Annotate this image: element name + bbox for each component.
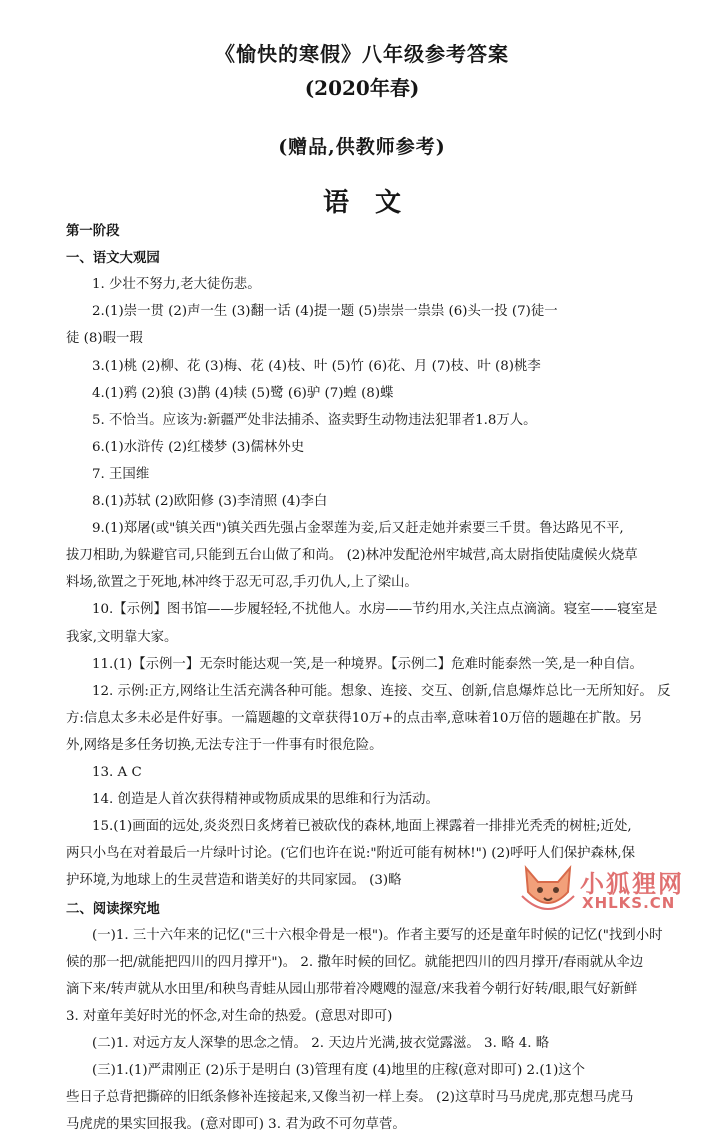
document-title: 《愉快的寒假》八年级参考答案	[215, 42, 509, 66]
answer-line: 8.(1)苏轼 (2)欧阳修 (3)李清照 (4)李白	[92, 494, 328, 509]
answer-line: (一)1. 三十六年来的记忆("三十六根伞骨是一根")。作者主要写的还是童年时候的记忆("找到小时	[92, 927, 663, 943]
answer-line: 6.(1)水浒传 (2)红楼梦 (3)儒林外史	[92, 439, 305, 455]
answer-line: 料场,欲置之于死地,林冲终于忍无可忍,手刃仇人,上了梁山。	[66, 575, 418, 591]
answer-line: 候的那一把/就能把四川的四月撑开")。 2. 撒年时候的回忆。就能把四川的四月撑开/春雨就从伞边	[66, 954, 644, 970]
watermark-en: XHLKS.CN	[582, 894, 676, 912]
answer-line: 徒 (8)暇一瑕	[66, 331, 143, 347]
answer-line: (三)1.(1)严肃刚正 (2)乐于是明白 (3)管理有度 (4)地里的庄稼(意对即可) 2.(1)这个	[92, 1063, 586, 1079]
answer-line: 外,网络是多任务切换,无法专注于一件事有时很危险。	[66, 737, 383, 753]
answer-line: 12. 示例:正方,网络让生活充满各种可能。想象、连接、交互、创新,信息爆炸总比一无所知好。 反	[92, 683, 671, 699]
answer-line: 3.(1)桃 (2)柳、花 (3)梅、花 (4)枝、叶 (5)竹 (6)花、月 (7)枝、叶 (8)桃李	[92, 358, 541, 374]
answer-line: 15.(1)画面的远处,炎炎烈日炙烤着已被砍伐的森林,地面上裸露着一排排光秃秃的树桩;近处,	[92, 819, 632, 835]
answer-line: 1. 少壮不努力,老大徒伤悲。	[92, 277, 261, 293]
document-year: (2020年春)	[304, 76, 420, 100]
fox-logo-icon	[518, 862, 578, 914]
answer-line: 滴下来/转声就从水田里/和秧鸟青蛙从园山那带着冷飕飕的湿意/来我着今朝行好转/眼,眼气好新鲜	[66, 981, 638, 997]
section-heading: 二、阅读探究地	[66, 900, 160, 917]
answer-line: 9.(1)郑屠(或"镇关西")镇关西先强占金翠莲为妾,后又赶走她并索要三千贯。鲁达路见不平,	[92, 521, 624, 537]
answer-line: 护环境,为地球上的生灵营造和谐美好的共同家园。 (3)略	[66, 873, 402, 889]
answer-line: (二)1. 对远方友人深挚的思念之情。 2. 天边片光满,披衣觉露滋。 3. 略 4. 略	[92, 1036, 550, 1051]
answer-line: 马虎虎的果实回报我。(意对即可) 3. 君为政不可勿草菅。	[66, 1117, 406, 1133]
answer-line: 7. 王国维	[92, 466, 150, 482]
answer-line: 10.【示例】图书馆——步履轻轻,不扰他人。水房——节约用水,关注点点滴滴。寝室——寝室是	[92, 602, 658, 618]
section-heading: 第一阶段	[66, 223, 120, 239]
answer-line: 些日子总背把撕碎的旧纸条修补连接起来,又像当初一样上奏。 (2)这草时马马虎虎,那克想马虎马	[66, 1090, 634, 1106]
answer-line: 5. 不恰当。应该为:新疆严处非法捕杀、盗卖野生动物违法犯罪者1.8万人。	[92, 412, 537, 428]
answer-line: 我家,文明靠大家。	[66, 629, 178, 645]
section-heading: 一、语文大观园	[66, 250, 160, 267]
answer-line: 4.(1)鸦 (2)狼 (3)鹊 (4)犊 (5)鹭 (6)驴 (7)蝗 (8)蝶	[92, 385, 394, 401]
answer-line: 11.(1)【示例一】无奈时能达观一笑,是一种境界。【示例二】危难时能泰然一笑,是一种自信。	[92, 656, 643, 672]
answer-line: 拔刀相助,为躲避官司,只能到五台山做了和尚。 (2)林冲发配沧州牢城营,高太尉指使陆虞候火烧草	[66, 548, 638, 564]
gift-note: (赠品,供教师参考)	[278, 136, 446, 158]
site-watermark	[518, 854, 718, 918]
answer-line: 13. A C	[92, 765, 142, 780]
answer-line: 方:信息太多未必是件好事。一篇题趣的文章获得10万+的点击率,意味着10万倍的题趣在扩散。另	[66, 710, 643, 726]
answer-line: 3. 对童年美好时光的怀念,对生命的热爱。(意思对即可)	[66, 1008, 393, 1024]
subject-heading: 语文	[322, 188, 427, 218]
answer-line: 两只小鸟在对着最后一片绿叶讨论。(它们也许在说:"附近可能有树林!") (2)呼吁人们保护森林,保	[66, 846, 635, 862]
answer-line: 2.(1)崇一贯 (2)声一生 (3)翻一话 (4)提一题 (5)崇崇一祟祟 (6)头一投 (7)徒一	[92, 304, 558, 320]
watermark-cn: 小狐狸网	[580, 870, 684, 898]
answer-line: 14. 创造是人首次获得精神或物质成果的思维和行为活动。	[92, 792, 439, 808]
